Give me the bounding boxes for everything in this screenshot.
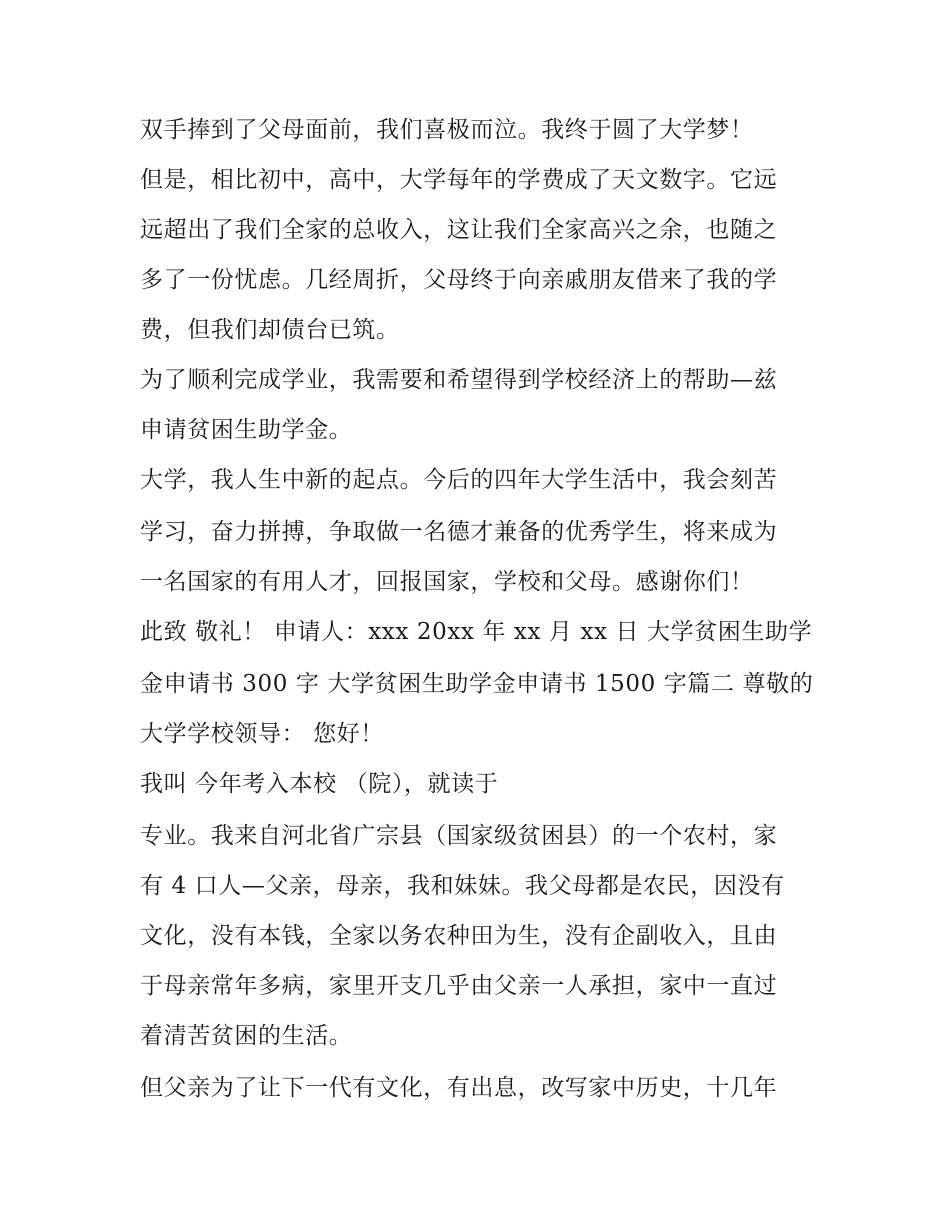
text-line: 一名国家的有用人才，回报国家，学校和父母。感谢你们！ [140, 569, 754, 595]
text-line: 学习，奋力拼搏，争取做一名德才兼备的优秀学生，将来成为 [140, 519, 778, 545]
text-line: 金申请书 300 字 大学贫困生助学金申请书 1500 字篇二 尊敬的 [140, 671, 814, 697]
text-line: 专业。我来自河北省广宗县（国家级贫困县）的一个农村，家 [140, 823, 778, 849]
text-line: 但父亲为了让下一代有文化，有出息，改写家中历史，十几年 [140, 1075, 778, 1101]
text-line: 此致 敬礼！ 申请人：xxx 20xx 年 xx 月 xx 日 大学贫困生助学 [140, 619, 813, 645]
text-line: 有 4 口人—父亲，母亲，我和妹妹。我父母都是农民，因没有 [140, 873, 785, 899]
text-line: 为了顺利完成学业，我需要和希望得到学校经济上的帮助—兹 [140, 367, 778, 393]
text-line: 申请贫困生助学金。 [140, 417, 353, 443]
text-line: 远超出了我们全家的总收入，这让我们全家高兴之余，也随之 [140, 217, 778, 243]
text-line: 我叫 今年考入本校 （院），就读于 [140, 771, 499, 797]
text-line: 但是，相比初中，高中，大学每年的学费成了天文数字。它远 [140, 167, 778, 193]
text-line: 多了一份忧虑。几经周折，父母终于向亲戚朋友借来了我的学 [140, 267, 778, 293]
text-line: 大学，我人生中新的起点。今后的四年大学生活中，我会刻苦 [140, 467, 778, 493]
text-line: 大学学校领导： 您好！ [140, 721, 384, 747]
text-line: 着清苦贫困的生活。 [140, 1023, 353, 1049]
text-line: 费，但我们却债台已筑。 [140, 317, 400, 343]
text-line: 文化，没有本钱，全家以务农种田为生，没有企副收入，且由 [140, 923, 778, 949]
text-line: 于母亲常年多病，家里开支几乎由父亲一人承担，家中一直过 [140, 973, 778, 999]
text-line: 双手捧到了父母面前，我们喜极而泣。我终于圆了大学梦！ [140, 117, 754, 143]
